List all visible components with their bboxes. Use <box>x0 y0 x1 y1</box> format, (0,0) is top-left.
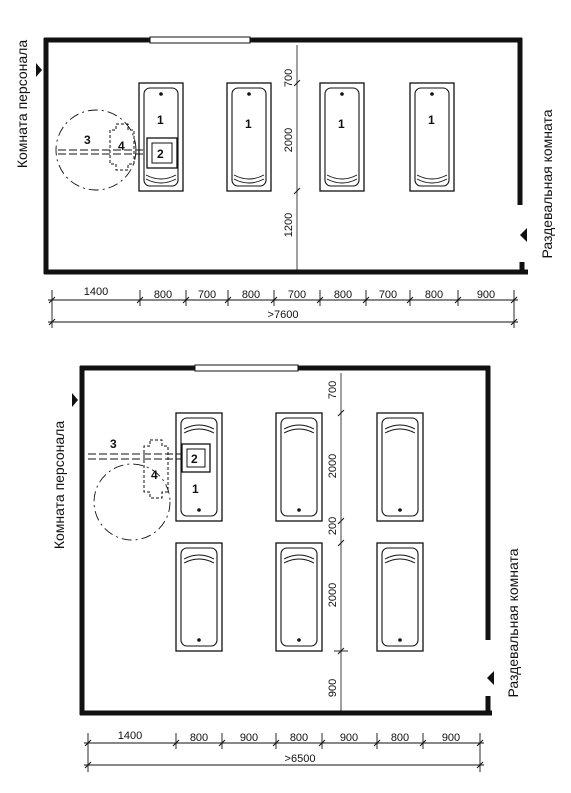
top-hdim: 800 <box>333 289 353 301</box>
bottom-vdim: 2000 <box>327 582 339 608</box>
top-left-room-label: Комната персонала <box>14 39 30 169</box>
top-bath-1 <box>139 83 183 191</box>
top-bath-4 <box>410 83 454 191</box>
top-vdim: 2000 <box>283 127 295 153</box>
top-hdim: 700 <box>287 289 307 301</box>
bottom-vdim: 900 <box>327 678 339 698</box>
top-panel-number: 2 <box>157 147 164 161</box>
bottom-marker-number: 3 <box>110 437 117 451</box>
bottom-door-arrow-right <box>487 671 494 685</box>
bottom-bath-5 <box>276 543 322 651</box>
top-bath-number: 1 <box>428 113 435 127</box>
bottom-bath-4 <box>176 543 222 651</box>
top-plan <box>14 37 555 328</box>
top-bath-2 <box>227 83 271 191</box>
top-chair-number: 4 <box>118 139 125 153</box>
bottom-total-dim: >6500 <box>284 753 316 765</box>
bottom-hdim: 900 <box>239 732 259 744</box>
bottom-hdim: 900 <box>339 732 359 744</box>
bottom-chair-number: 4 <box>151 468 158 482</box>
bottom-hdim: 1400 <box>117 730 143 742</box>
top-bath-number: 1 <box>157 113 164 127</box>
top-bath-number: 1 <box>245 117 252 131</box>
top-hdim: 800 <box>241 289 261 301</box>
bottom-left-room-label: Комната персонала <box>51 420 67 550</box>
bottom-door-arrow-left <box>72 393 78 407</box>
bottom-bath-3 <box>377 413 423 521</box>
top-bath-3 <box>320 83 364 191</box>
bottom-chair-swing <box>94 464 170 540</box>
top-vdim: 700 <box>283 68 295 88</box>
bottom-vdim: 700 <box>327 380 339 400</box>
bottom-bath-2 <box>276 413 322 521</box>
top-hdim: 700 <box>197 289 217 301</box>
top-total-dim: >7600 <box>267 309 299 321</box>
top-hdim: 800 <box>424 289 444 301</box>
bottom-vdim: 2000 <box>327 453 339 479</box>
top-door-arrow-left <box>36 63 42 77</box>
top-window <box>150 37 250 43</box>
top-right-room-label: Раздевальная комната <box>539 109 555 259</box>
bottom-hdim: 800 <box>289 732 309 744</box>
bottom-hdim: 800 <box>390 732 410 744</box>
bottom-vdim: 200 <box>327 516 339 536</box>
top-marker-number: 3 <box>84 133 91 147</box>
top-vdim: 1200 <box>283 212 295 238</box>
bottom-panel-number: 2 <box>191 452 198 466</box>
bottom-hdim: 800 <box>189 732 209 744</box>
top-hdim: 700 <box>378 289 398 301</box>
top-hdim: 1400 <box>83 286 109 298</box>
top-door-arrow-right <box>520 228 527 242</box>
top-bath-number: 1 <box>338 117 345 131</box>
top-hdim: 800 <box>153 289 173 301</box>
bottom-bath-6 <box>377 543 423 651</box>
top-hdim: 900 <box>476 289 496 301</box>
bottom-window <box>195 365 298 371</box>
bottom-right-room-label: Раздевальная комната <box>505 548 521 698</box>
bottom-bath-number: 1 <box>192 482 199 496</box>
bottom-plan <box>51 365 521 772</box>
bottom-hdim: 900 <box>441 732 461 744</box>
